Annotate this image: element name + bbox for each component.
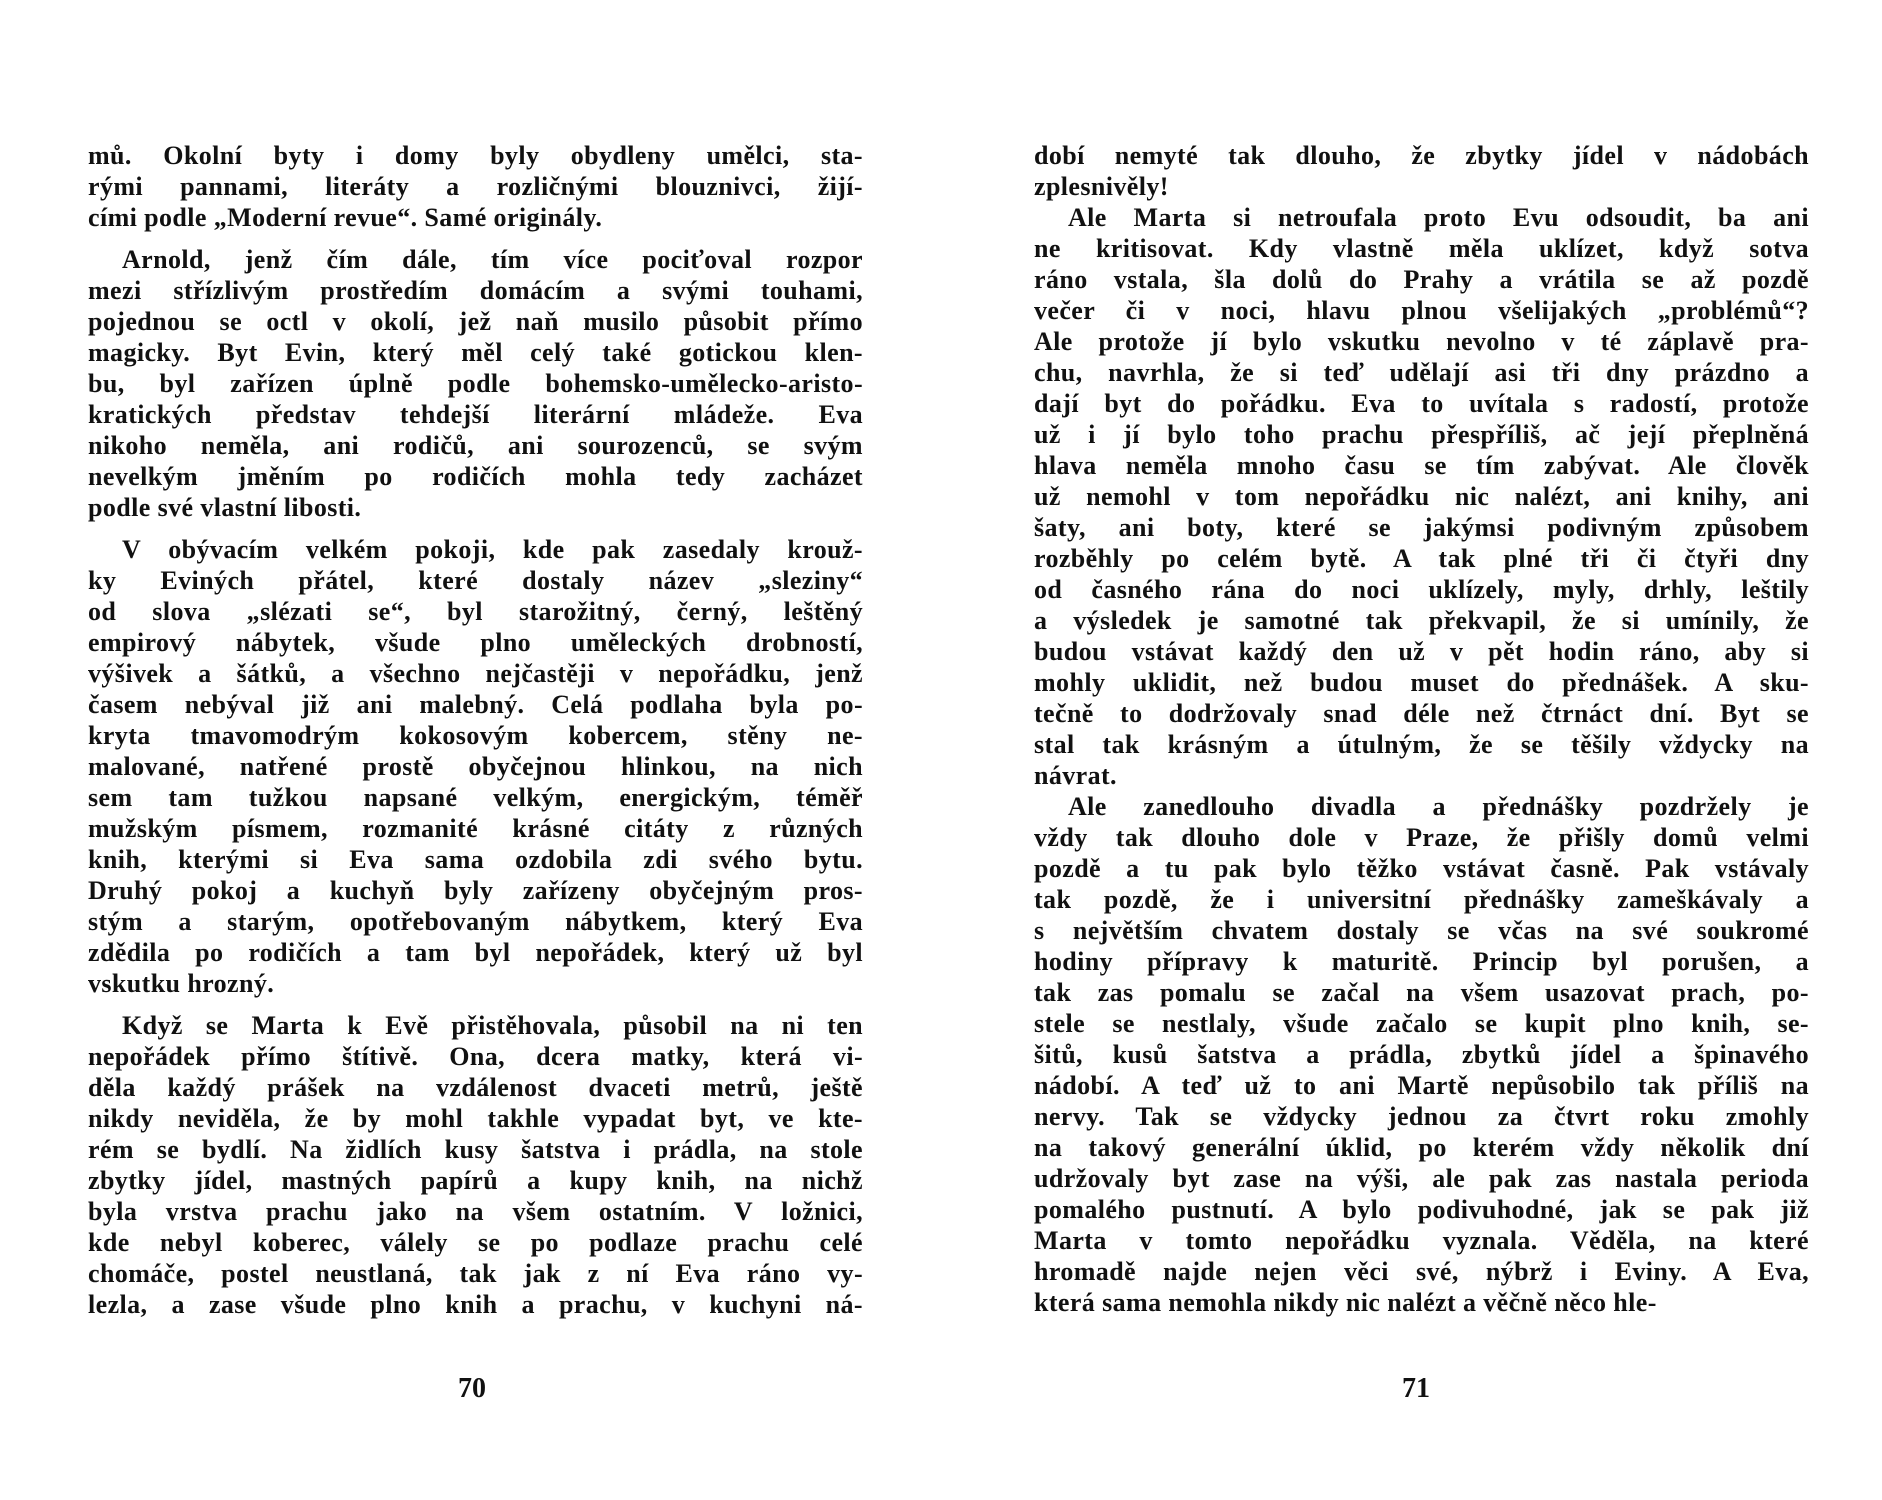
left-page <box>88 140 863 1400</box>
text-line: na takový generální úklid, po kterém vždy několik dní <box>1034 1133 1809 1162</box>
text-line: děla každý prášek na vzdálenost dvaceti metrů, ještě <box>88 1073 863 1102</box>
text-line: a výsledek je samotné tak překvapil, že si umínily, že <box>1034 606 1809 635</box>
text-line: mů. Okolní byty i domy byly obydleny umělci, sta- <box>88 141 863 170</box>
text-line: zplesnivěly! <box>1034 172 1169 201</box>
text-line: rém se bydlí. Na židlích kusy šatstva i prádla, na stole <box>88 1135 863 1164</box>
text-line: lezla, a zase všude plno knih a prachu, v kuchyni ná- <box>88 1290 863 1319</box>
text-line: pojednou se octl v okolí, jež naň musilo působit přímo <box>88 307 863 336</box>
text-line: šitů, kusů šatstva a prádla, zbytků jídel a špinavého <box>1034 1040 1809 1069</box>
text-line: už i jí bylo toho prachu přespříliš, ač její přeplněná <box>1034 420 1809 449</box>
text-line: byla vrstva prachu jako na všem ostatním. V ložnici, <box>88 1197 863 1226</box>
text-line: Ale zanedlouho divadla a přednášky pozdržely je <box>1068 792 1809 821</box>
right-page-text <box>1034 140 1809 1318</box>
text-line: časem nebýval již ani malebný. Celá podlaha byla po- <box>88 690 863 719</box>
text-line: Marta v tomto nepořádku vyznala. Věděla, na které <box>1034 1226 1809 1255</box>
text-line: návrat. <box>1034 761 1117 790</box>
text-line: Druhý pokoj a kuchyň byly zařízeny obyčejným pros- <box>88 876 863 905</box>
text-line: hodiny přípravy k maturitě. Princip byl porušen, a <box>1034 947 1809 976</box>
text-line: vždy tak dlouho dole v Praze, že přišly domů velmi <box>1034 823 1809 852</box>
right-page <box>1034 140 1809 1400</box>
text-line: stal tak krásným a útulným, že se těšily vždycky na <box>1034 730 1809 759</box>
text-line: nikdy neviděla, že by mohl takhle vypadat byt, ve kte- <box>88 1104 863 1133</box>
text-line: stele se nestlaly, všude začalo se kupit plno knih, se- <box>1034 1009 1809 1038</box>
text-line: která sama nemohla nikdy nic nalézt a věčně něco hle- <box>1034 1288 1657 1317</box>
text-line: Ale protože jí bylo vskutku nevolno v té záplavě pra- <box>1034 327 1809 356</box>
text-line: pomalého pustnutí. A bylo podivuhodné, jak se pak již <box>1034 1195 1809 1224</box>
text-line: pozdě a tu pak bylo těžko vstávat časně. Pak vstávaly <box>1034 854 1809 883</box>
text-line: malované, natřené prostě obyčejnou hlinkou, na nich <box>88 752 863 781</box>
text-line: zbytky jídel, mastných papírů a kupy knih, na nichž <box>88 1166 863 1195</box>
text-line: nádobí. A teď už to ani Martě nepůsobilo tak příliš na <box>1034 1071 1809 1100</box>
text-line: mezi střízlivým prostředím domácím a svými touhami, <box>88 276 863 305</box>
text-line: Arnold, jenž čím dále, tím více pociťoval rozpor <box>122 245 863 274</box>
text-line: večer či v noci, hlavu plnou všelijakých „problémů“? <box>1034 296 1809 325</box>
text-line: od slova „slézati se“, byl starožitný, černý, leštěný <box>88 597 863 626</box>
text-line: tak zas pomalu se začal na všem usazovat prach, po- <box>1034 978 1809 1007</box>
text-line: šaty, ani boty, které se jakýmsi podivným způsobem <box>1034 513 1809 542</box>
text-line: výšivek a šátků, a všechno nejčastěji v nepořádku, jenž <box>88 659 863 688</box>
paragraph-gap <box>88 523 863 534</box>
text-line: empirový nábytek, všude plno uměleckých drobností, <box>88 628 863 657</box>
text-line: bu, byl zařízen úplně podle bohemsko-umělecko-aristo- <box>88 369 863 398</box>
text-line: podle své vlastní libosti. <box>88 493 362 522</box>
text-line: nervy. Tak se vždycky jednou za čtvrt roku zmohly <box>1034 1102 1809 1131</box>
text-line: nikoho neměla, ani rodičů, ani sourozenců, se svým <box>88 431 863 460</box>
text-line: ne kritisovat. Kdy vlastně měla uklízet, když sotva <box>1034 234 1809 263</box>
text-line: rozběhly po celém bytě. A tak plné tři či čtyři dny <box>1034 544 1809 573</box>
text-line: stým a starým, opotřebovaným nábytkem, který Eva <box>88 907 863 936</box>
text-line: s největším chvatem dostaly se včas na své soukromé <box>1034 916 1809 945</box>
text-line: zdědila po rodičích a tam byl nepořádek, který už byl <box>88 938 863 967</box>
text-line: kryta tmavomodrým kokosovým kobercem, stěny ne- <box>88 721 863 750</box>
text-line: už nemohl v tom nepořádku nic nalézt, ani knihy, ani <box>1034 482 1809 511</box>
text-line: ky Eviných přátel, které dostaly název „sleziny“ <box>88 566 863 595</box>
text-line: tečně to dodržovaly snad déle než čtrnáct dní. Byt se <box>1034 699 1809 728</box>
text-line: dají byt do pořádku. Eva to uvítala s radostí, protože <box>1034 389 1809 418</box>
text-line: V obývacím velkém pokoji, kde pak zasedaly krouž- <box>122 535 863 564</box>
left-page-number: 70 <box>458 1373 486 1404</box>
text-line: od časného rána do noci uklízely, myly, drhly, leštily <box>1034 575 1809 604</box>
text-line: cími podle „Moderní revue“. Samé originály. <box>88 203 603 232</box>
paragraph-gap <box>88 233 863 244</box>
text-line: Ale Marta si netroufala proto Evu odsoudit, ba ani <box>1068 203 1809 232</box>
text-line: mohly uklidit, než budou muset do přednášek. A sku- <box>1034 668 1809 697</box>
text-line: knih, kterými si Eva sama ozdobila zdi svého bytu. <box>88 845 863 874</box>
paragraph-gap <box>88 999 863 1010</box>
text-line: Když se Marta k Evě přistěhovala, působil na ni ten <box>122 1011 863 1040</box>
text-line: tak pozdě, že i universitní přednášky zameškávaly a <box>1034 885 1809 914</box>
text-line: rými pannami, literáty a rozličnými blouznivci, žijí- <box>88 172 863 201</box>
text-line: magicky. Byt Evin, který měl celý také gotickou klen- <box>88 338 863 367</box>
text-line: mužským písmem, rozmanité krásné citáty z různých <box>88 814 863 843</box>
text-line: sem tam tužkou napsané velkým, energickým, téměř <box>88 783 863 812</box>
text-line: hromadě najde nejen věci své, nýbrž i Eviny. A Eva, <box>1034 1257 1809 1286</box>
text-line: budou vstávat každý den už v pět hodin ráno, aby si <box>1034 637 1809 666</box>
text-line: vskutku hrozný. <box>88 969 275 998</box>
right-page-number: 71 <box>1402 1373 1430 1404</box>
text-line: udržovaly byt zase na výši, ale pak zas nastala perioda <box>1034 1164 1809 1193</box>
text-line: kratických představ tehdejší literární mládeže. Eva <box>88 400 863 429</box>
text-line: kde nebyl koberec, válely se po podlaze prachu celé <box>88 1228 863 1257</box>
text-line: hlava neměla mnoho času se tím zabývat. Ale člověk <box>1034 451 1809 480</box>
text-line: chomáče, postel neustlaná, tak jak z ní Eva ráno vy- <box>88 1259 863 1288</box>
text-line: chu, navrhla, že si teď udělají asi tři dny prázdno a <box>1034 358 1809 387</box>
text-line: ráno vstala, šla dolů do Prahy a vrátila se až pozdě <box>1034 265 1809 294</box>
text-line: dobí nemyté tak dlouho, že zbytky jídel v nádobách <box>1034 141 1809 170</box>
left-page-text <box>88 140 863 1320</box>
text-line: nevelkým jměním po rodičích mohla tedy zacházet <box>88 462 863 491</box>
text-line: nepořádek přímo štítivě. Ona, dcera matky, která vi- <box>88 1042 863 1071</box>
